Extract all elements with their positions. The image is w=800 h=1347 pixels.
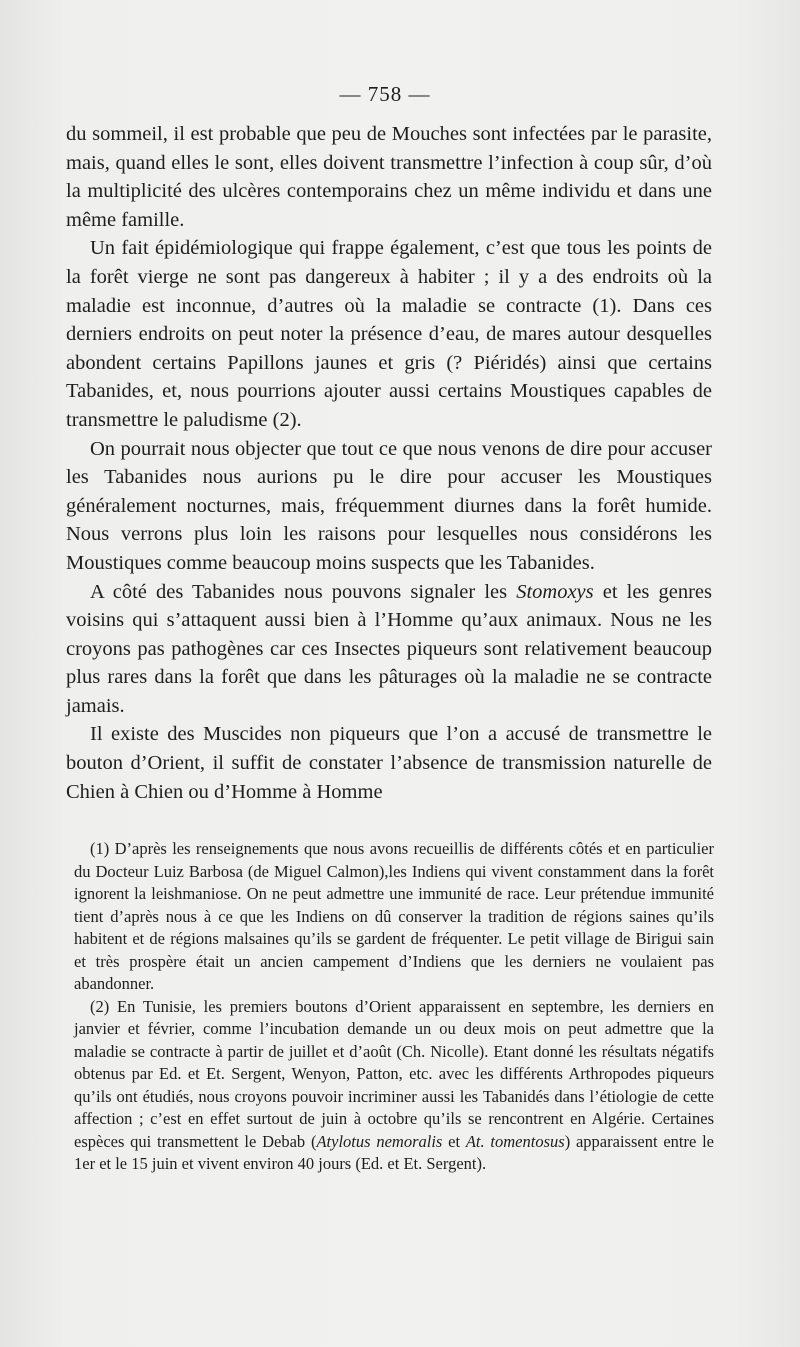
species-name-2: At. tomentosus — [465, 1131, 565, 1151]
footnote-1: (1) D’après les renseignements que nous avons recueillis de différents côtés et en particulier du Docteur Luiz Barbosa (de Miguel Calmon),les Indiens qui vivent constamment dans la forêt ignorent la leishmaniose. On ne peut admettre une immunité de race. Leur prétendue immunité tient d’après nous à ce que les Indiens on dû conserver la tradition de régions saines qu’ils habitent et de régions malsaines qu’ils se gardent de fréquenter. Le petit village de Birigui sain et très prospère était un ancien campement d’Indiens que les derniers ne voulaient pas abandonner. — [74, 839, 714, 993]
paragraph-4-end: et les genres voisins qui s’attaquent aussi bien à l’Homme qu’aux animaux. Nous ne les croyons pas pathogènes car ces Insectes piqueurs sont relativement beaucoup plus rares dans la forêt que dans les pâturages où la maladie ne se contracte jamais. — [66, 580, 712, 717]
species-name-1: Atylotus nemoralis — [316, 1131, 443, 1151]
footnote-2-start: (2) En Tunisie, les premiers boutons d’Orient apparaissent en septembre, les derniers en janvier et février, comme l’incubation demande un ou deux mois on peut admettre que la maladie se contracte à partir de juillet et d’août (Ch. Nicolle). Etant donné les résultats négatifs obtenus par Ed. et Et. Sergent, Wenyon, Patton, etc. avec les différents Arthropodes piqueurs qu’ils ont étudiés, nous croyons pouvoir incriminer aussi les Tabanidés dans l’étiologie de cette affection ; c’est en effet surtout de juin à octobre qu’ils se rencontrent en Algérie. Certaines espèces qui transmettent le Debab ( — [74, 996, 714, 1151]
paragraph-4-start: A côté des Tabanides nous pouvons signaler les — [90, 580, 517, 603]
paragraph-2: Un fait épidémiologique qui frappe également, c’est que tous les points de la forêt vierge ne sont pas dangereux à habiter ; il y a des endroits où la maladie est inconnue, d’autres où la maladie se contracte (1). Dans ces derniers endroits on peut noter la présence d’eau, de mares autour desquelles abondent certains Papillons jaunes et gris (? Piéridés) ainsi que certains Tabanides, et, nous pourrions ajouter aussi certains Moustiques capables de transmettre le paludisme (2). — [66, 237, 712, 431]
paragraph-1: du sommeil, il est probable que peu de Mouches sont infectées par le parasite, mais, quand elles le sont, elles doivent transmettre l’infection à coup sûr, d’où la multiplicité des ulcères contemporains chez un même individu et dans une même famille. — [66, 123, 712, 231]
footnote-2-end: ) apparaissent entre le 1er et le 15 juin et vivent environ 40 jours (Ed. et Et. Sergent). — [74, 1131, 714, 1173]
body-text — [66, 120, 712, 806]
footnote-2-mid: et — [442, 1131, 466, 1151]
paragraph-4 — [66, 578, 712, 721]
page-number: — 758 — — [339, 82, 431, 106]
footnote-2 — [74, 996, 714, 1176]
paragraph-3: On pourrait nous objecter que tout ce que nous venons de dire pour accuser les Tabanides nous aurions pu le dire pour accuser les Moustiques généralement nocturnes, mais, fréquemment diurnes dans la forêt humide. Nous verrons plus loin les raisons pour lesquelles nous considérons les Moustiques comme beaucoup moins suspects que les Tabanides. — [66, 437, 712, 574]
stomoxys-term: Stomoxys — [516, 580, 594, 603]
paragraph-5: Il existe des Muscides non piqueurs que l’on a accusé de transmettre le bouton d’Orient, il suffit de constater l’absence de transmission naturelle de Chien à Chien ou d’Homme à Homme — [66, 723, 712, 803]
footnotes — [74, 838, 714, 1176]
